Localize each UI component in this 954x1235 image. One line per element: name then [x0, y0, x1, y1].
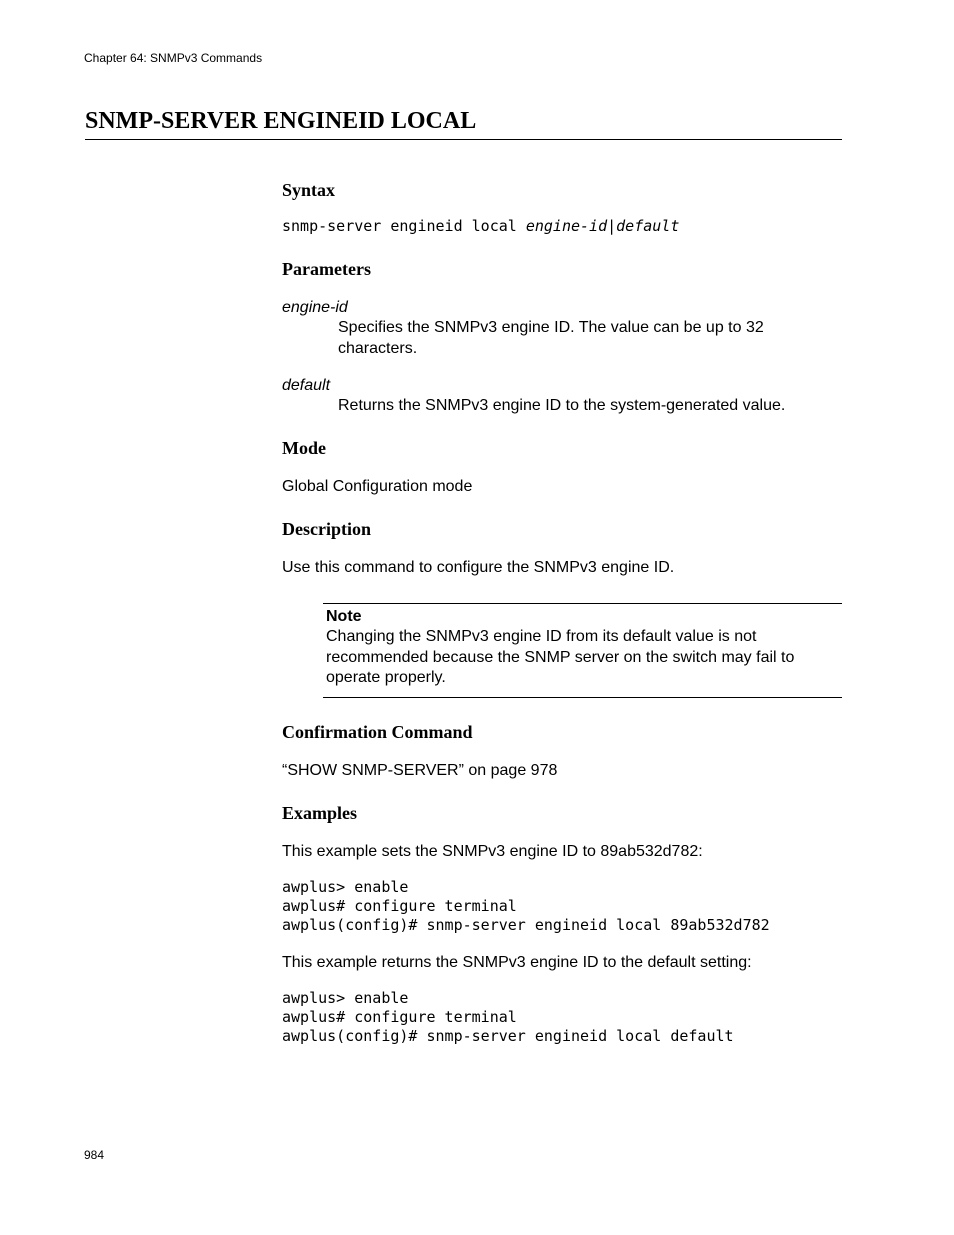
code-line: awplus> enable — [282, 878, 409, 896]
code-line: awplus(config)# snmp-server engineid local 89ab532d782 — [282, 916, 770, 934]
code-line: awplus(config)# snmp-server engineid local default — [282, 1027, 734, 1045]
syntax-line — [282, 217, 679, 236]
mode-text: Global Configuration mode — [282, 478, 473, 495]
page-number: 984 — [84, 1148, 105, 1162]
page-title: SNMP-SERVER ENGINEID LOCAL — [85, 106, 842, 140]
syntax-command: snmp-server engineid local — [282, 217, 526, 235]
syntax-arg-engine-id: engine-id — [525, 217, 608, 235]
code-line: awplus# configure terminal — [282, 897, 517, 915]
param-def-engine-id: Specifies the SNMPv3 engine ID. The value can be up to 32 characters. — [338, 319, 764, 357]
example1-code-block — [282, 878, 770, 935]
parameters-heading: Parameters — [282, 259, 371, 279]
description-text: Use this command to configure the SNMPv3 engine ID. — [282, 559, 675, 576]
syntax-heading: Syntax — [282, 180, 336, 200]
note-title: Note — [326, 608, 362, 625]
confirmation-link[interactable]: “SHOW SNMP-SERVER” on page 978 — [282, 762, 558, 779]
description-heading: Description — [282, 519, 371, 539]
param-def-default: Returns the SNMPv3 engine ID to the system-generated value. — [338, 397, 786, 414]
mode-heading: Mode — [282, 438, 326, 458]
note-box — [323, 603, 842, 698]
example2-intro: This example returns the SNMPv3 engine ID to the default setting: — [282, 954, 752, 971]
param-term-engine-id: engine-id — [282, 299, 348, 316]
example1-intro: This example sets the SNMPv3 engine ID to 89ab532d782: — [282, 843, 703, 860]
code-line: awplus# configure terminal — [282, 1008, 517, 1026]
code-line: awplus> enable — [282, 989, 409, 1007]
syntax-separator: | — [607, 217, 617, 235]
confirmation-heading: Confirmation Command — [282, 722, 473, 742]
note-text: Changing the SNMPv3 engine ID from its default value is not recommended because the SNMP server on the switch may fail to operate properly. — [326, 628, 795, 686]
param-term-default: default — [282, 377, 331, 394]
running-header: Chapter 64: SNMPv3 Commands — [84, 51, 263, 65]
example2-code-block — [282, 989, 734, 1046]
syntax-arg-default: default — [616, 217, 680, 235]
examples-heading: Examples — [282, 803, 358, 823]
